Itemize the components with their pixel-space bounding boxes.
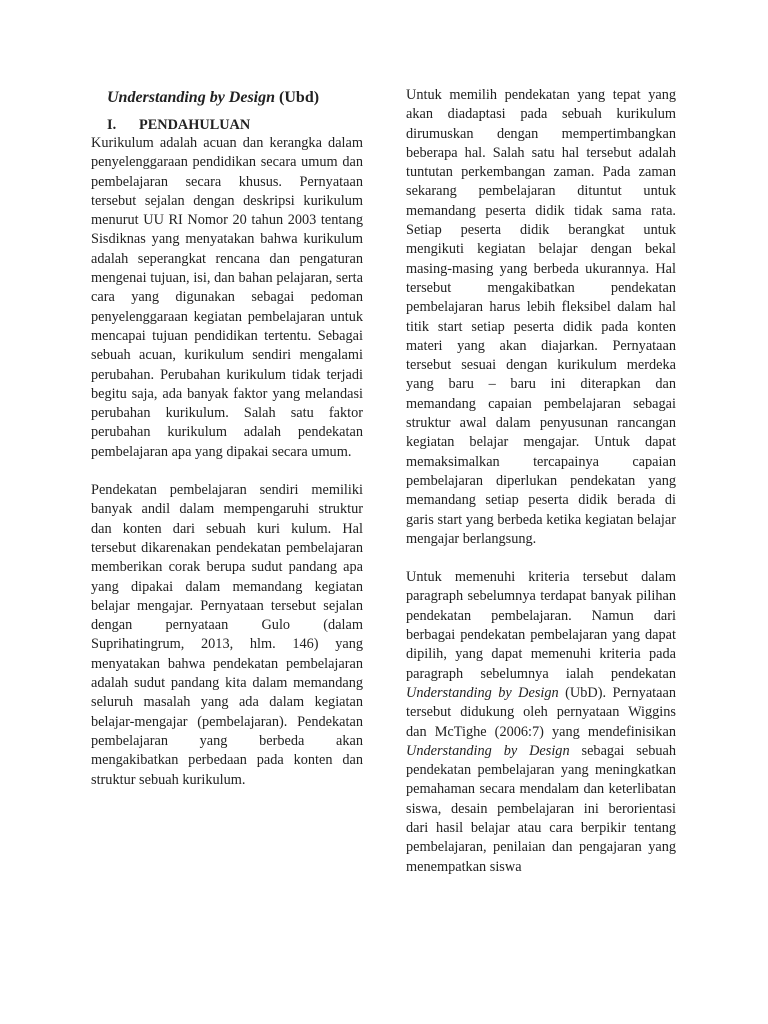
title-italic: Understanding by Design (107, 89, 276, 106)
right-paragraph-2 (406, 568, 676, 877)
right-p2-text-c: sebagai sebuah pendekatan pembelajaran yang meningkatkan pemahaman secara mendalam dan keterlibatan siswa, desain pembelajaran ini berorientasi dari hasil belajar atau cara berpikir tentang pembelajaran, penilaian dan pengajaran yang menempatkan siswa (406, 742, 676, 875)
section-heading (107, 116, 363, 134)
paragraph-gap (91, 462, 363, 481)
left-column (91, 86, 363, 790)
section-number: I. (107, 117, 117, 133)
section-name: PENDAHULUAN (139, 117, 251, 133)
right-p2-text-a: Untuk memenuhi kriteria tersebut dalam paragraph sebelumnya terdapat banyak pilihan pendekatan pembelajaran. Namun dari berbagai pendekatan pembelajaran yang dapat dipilih, yang dapat memenuhi kriteria pada paragraph sebelumnya ialah pendekatan (406, 569, 676, 682)
document-title (107, 86, 363, 110)
paragraph-gap (406, 549, 676, 568)
right-p2-text-b: (UbD). Pernyataan tersebut didukung oleh pernyataan Wiggins dan McTighe (2006:7) yang mendefinisikan (406, 684, 676, 740)
right-column (406, 86, 676, 877)
right-p2-italic-2: Understanding by Design (406, 742, 570, 759)
title-suffix: (Ubd) (275, 89, 320, 106)
left-paragraph-1: Kurikulum adalah acuan dan kerangka dalam penyelenggaraan pendidikan secara umum dan pembelajaran secara khusus. Pernyataan tersebut sejalan dengan deskripsi kurikulum menurut UU RI Nomor 20 tahun 2003 tentang Sisdiknas yang menyatakan bahwa kurikulum adalah seperangkat rencana dan pengaturan mengenai tujuan, isi, dan bahan pelajaran, serta cara yang digunakan sebagai pedoman penyelenggaraan kegiatan pembelajaran untuk mencapai tujuan pendidikan tertentu. Sebagai sebuah acuan, kurikulum sendiri mengalami perubahan. Perubahan kurikulum tidak terjadi begitu saja, ada banyak faktor yang melandasi perubahan kurikulum. Salah satu faktor perubahan kurikulum adalah pendekatan pembelajaran apa yang dipakai secara umum. (91, 135, 363, 460)
right-p2-italic-1: Understanding by Design (406, 684, 559, 701)
left-paragraph-2: Pendekatan pembelajaran sendiri memiliki banyak andil dalam mempengaruhi struktur dan konten dari sebuah kuri kulum. Hal tersebut dikarenakan pendekatan pembelajaran memberikan corak berupa sudut pandang apa yang dipakai dalam memandang kegiatan belajar mengajar. Pernyataan tersebut sejalan dengan pernyataan Gulo (dalam Suprihatingrum, 2013, hlm. 146) yang menyatakan bahwa pendekatan pembelajaran adalah sudut pandang kita dalam memandang seluruh masalah yang ada dalam kegiatan belajar-mengajar (pembelajaran). Pendekatan pembelajaran yang berbeda akan mengakibatkan perbedaan pada konten dan struktur sebuah kurikulum. (91, 482, 363, 788)
right-paragraph-1: Untuk memilih pendekatan yang tepat yang akan diadaptasi pada sebuah kurikulum dirumuskan dengan mempertimbangkan beberapa hal. Salah satu hal tersebut adalah tuntutan perkembangan zaman. Pada zaman sekarang pembelajaran dituntut untuk memandang peserta didik tidak sama rata. Setiap peserta didik berangkat untuk mengikuti kegiatan belajar dengan bekal masing-masing yang berbeda ukurannya. Hal tersebut mengakibatkan pendekatan pembelajaran harus lebih fleksibel dalam hal titik start setiap peserta didik pada konten materi yang akan diajarkan. Pernyataan tersebut sesuai dengan kurikulum merdeka yang baru – baru ini diterapkan dan memandang capaian pembelajaran sebagai struktur awal dalam penyusunan rancangan kegiatan belajar mengajar. Untuk dapat memaksimalkan tercapainya capaian pembelajaran diperlukan pendekatan yang memandang setiap peserta didik berada di garis start yang berbeda ketika kegiatan belajar mengajar berlangsung. (406, 87, 676, 547)
